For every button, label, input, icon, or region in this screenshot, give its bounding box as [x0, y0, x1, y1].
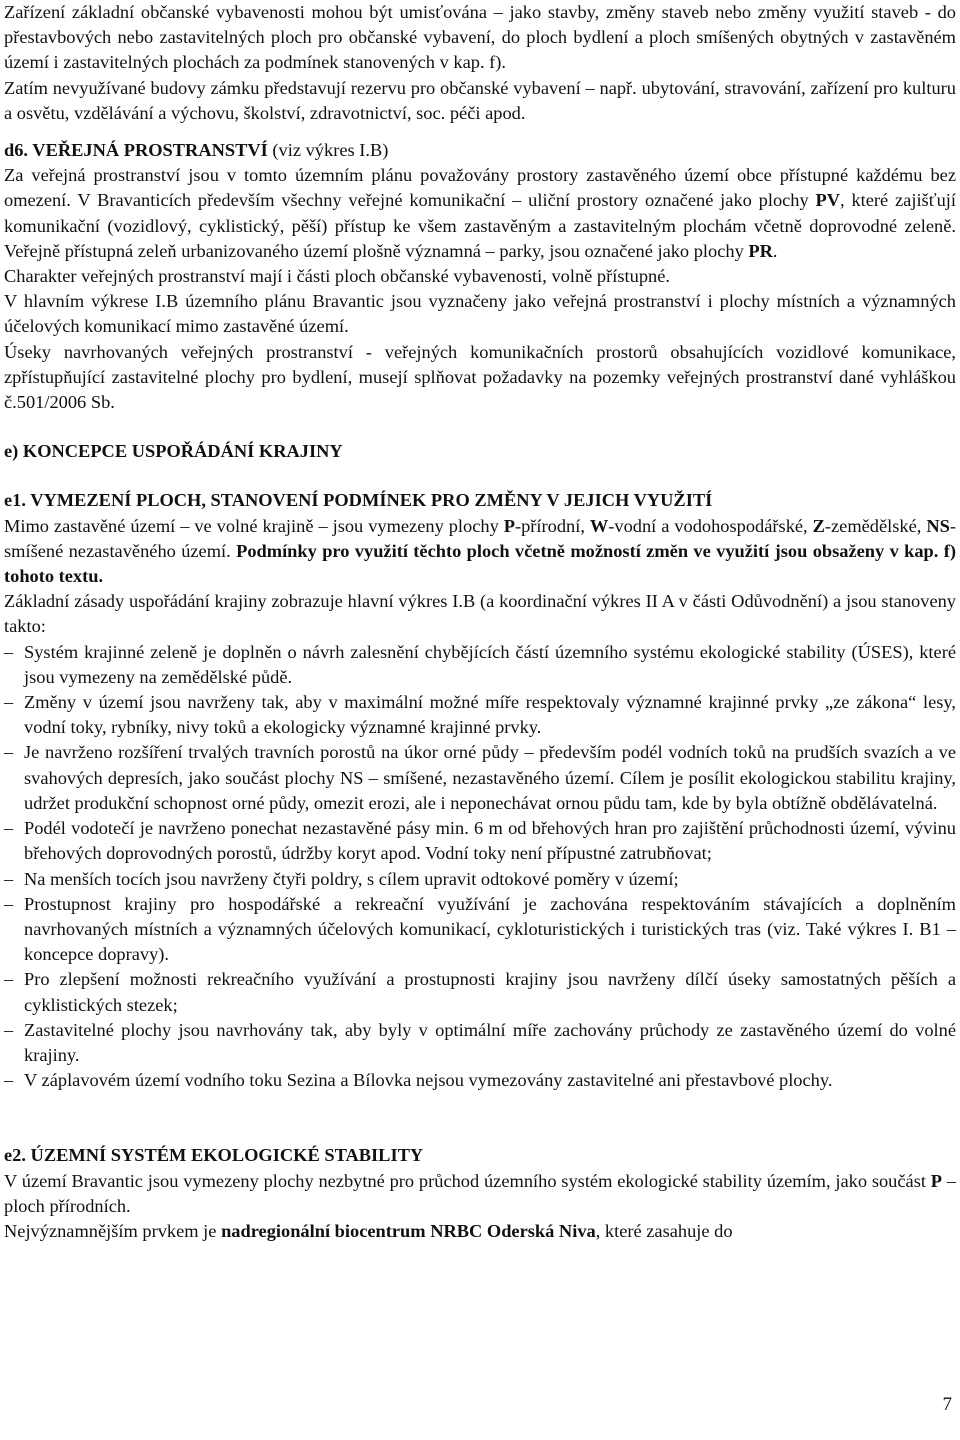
d6-text: Za veřejná prostranství jsou v tomto územním plánu považovány prostory zastavěného území obce přístupné každému bez omezení. V Bravanticích především všechny veřejné komunikační – uliční prostory označené jako plochy — [4, 165, 956, 211]
list-item: – Zastavitelné plochy jsou navrhovány tak, aby byly v optimální míře zachovány průchody ze zastavěného území do volné krajiny. — [4, 1018, 956, 1068]
e1-principles-list — [4, 640, 956, 1094]
section-d6-title: d6. VEŘEJNÁ PROSTRANSTVÍ — [4, 140, 268, 161]
e1-text: -vodní a vodohospodářské, — [608, 515, 813, 536]
code-p: P — [930, 1170, 942, 1191]
e2-paragraph-1 — [4, 1169, 956, 1219]
code-ns: NS — [926, 515, 950, 536]
nrbc-name: nadregionální biocentrum NRBC Oderská Niva — [221, 1220, 596, 1241]
list-item: – Pro zlepšení možnosti rekreačního využívání a prostupnosti krajiny jsou navrženy dílčí úseky samostatných pěších a cyklistických stezek; — [4, 967, 956, 1017]
code-z: Z — [812, 515, 825, 536]
e1-paragraph-1 — [4, 514, 956, 590]
d6-text: , které zajišťují komunikační (vozidlový, cyklistický, pěší) přístup ke všem zastavěným a zastavitelným plochám včetně doprovodné zeleně. Veřejně přístupná zeleň urbanizovaného území plošně významná – parky, jsou označené jako plochy — [4, 190, 956, 261]
list-item: – Podél vodotečí je navrženo ponechat nezastavěné pásy min. 6 m od břehových hran pro zajištění průchodnosti území, vývinu břehových doprovodných porostů, údržby koryt apod. Vodní toky není přípustné zatrubňovat; — [4, 816, 956, 866]
code-pv: PV — [815, 190, 841, 211]
e2-text: , které zasahuje do — [595, 1220, 733, 1241]
section-e1-heading: e1. VYMEZENÍ PLOCH, STANOVENÍ PODMÍNEK PRO ZMĚNY V JEJICH VYUŽITÍ — [4, 490, 713, 511]
page-number: 7 — [942, 1394, 952, 1415]
d6-paragraph-3: V hlavním výkrese I.B územního plánu Bravantic jsou vyznačeny jako veřejná prostranství i plochy místních a významných účelových komunikací mimo zastavěné území. — [4, 291, 956, 337]
section-e-heading: e) KONCEPCE USPOŘÁDÁNÍ KRAJINY — [4, 441, 343, 462]
e1-text: -zemědělské, — [824, 515, 927, 536]
d6-text: . — [772, 240, 778, 261]
e1-text: -smíšené nezastavěného území. — [4, 515, 956, 561]
e1-bold-note: Podmínky pro využití těchto ploch včetně možností změn ve využití jsou obsaženy v kap. f) tohoto textu. — [4, 540, 956, 587]
d6-paragraph-2: Charakter veřejných prostranství mají i části ploch občanské vybavenosti, volně přístupné. — [4, 266, 670, 287]
list-item: – V záplavovém území vodního toku Sezina a Bílovka nejsou vymezovány zastavitelné ani přestavbové plochy. — [4, 1068, 956, 1093]
section-d6-reference: (viz výkres I.B) — [267, 140, 389, 161]
section-d6-heading — [4, 138, 956, 163]
code-p: P — [503, 515, 515, 536]
e1-paragraph-2: Základní zásady uspořádání krajiny zobrazuje hlavní výkres I.B (a koordinační výkres II A v části Odůvodnění) a jsou stanoveny takto: — [4, 591, 956, 637]
intro-paragraph-1: Zařízení základní občanské vybavenosti mohou být umisťována – jako stavby, změny staveb nebo změny využití staveb - do přestavbových nebo zastavitelných ploch pro občanské vybavení, do ploch bydlení a ploch smíšených obytných v zastavěném území i zastavitelných plochách za podmínek stanovených v kap. f). — [4, 2, 956, 73]
e2-text: Nejvýznamnějším prvkem je — [4, 1220, 222, 1241]
section-e2-heading: e2. ÚZEMNÍ SYSTÉM EKOLOGICKÉ STABILITY — [4, 1145, 424, 1166]
e2-paragraph-2 — [4, 1219, 956, 1244]
e2-text: – ploch přírodních. — [4, 1170, 956, 1216]
list-item: – Systém krajinné zeleně je doplněn o návrh zalesnění chybějících částí územního systému ekologické stability (ÚSES), které jsou vymezeny na zemědělské půdě. — [4, 640, 956, 690]
e1-text: Mimo zastavěné území – ve volné krajině – jsou vymezeny plochy — [4, 515, 504, 536]
e1-text: -přírodní, — [514, 515, 590, 536]
list-item: – Je navrženo rozšíření trvalých travních porostů na úkor orné půdy – především podél vodních toků na prudších svazích a ve svahových depresích, jako součást plochy NS – smíšené, nezastavěného území. Cílem je posílit ekologickou stabilitu krajiny, udržet produkční schopnost orné půdy, omezit erozi, ale i neponechávat ornou půdu tam, kde by byla obtížně obdělávatelná. — [4, 740, 956, 816]
d6-paragraph-1 — [4, 163, 956, 264]
intro-paragraph-2: Zatím nevyužívané budovy zámku představují rezervu pro občanské vybavení – např. ubytování, stravování, zařízení pro kulturu a osvětu, vzdělávání a výchovu, školství, zdravotnictví, soc. péči apod. — [4, 77, 956, 123]
e2-text: V území Bravantic jsou vymezeny plochy nezbytné pro průchod územního systém ekologické stability územím, jako součást — [4, 1170, 931, 1191]
list-item: – Na menších tocích jsou navrženy čtyři poldry, s cílem upravit odtokové poměry v území; — [4, 867, 956, 892]
list-item: – Změny v území jsou navrženy tak, aby v maximální možné míře respektovaly významné krajinné prvky „ze zákona“ lesy, vodní toky, rybníky, nivy toků a ekologicky významné krajinné prvky. — [4, 690, 956, 740]
list-item: – Prostupnost krajiny pro hospodářské a rekreační využívání je zachována respektováním stávajících a doplněním navrhovaných místních a významných účelových komunikací, cykloturistických i turistických tras (viz. Také výkres I. B1 – koncepce dopravy). — [4, 892, 956, 968]
d6-paragraph-4: Úseky navrhovaných veřejných prostranství - veřejných komunikačních prostorů obsahujících vozidlové komunikace, zpřístupňující zastavitelné plochy pro bydlení, musejí splňovat požadavky na pozemky veřejných prostranství dané vyhláškou č.501/2006 Sb. — [4, 341, 956, 413]
code-w: W — [589, 515, 609, 536]
code-pr: PR — [748, 240, 773, 261]
